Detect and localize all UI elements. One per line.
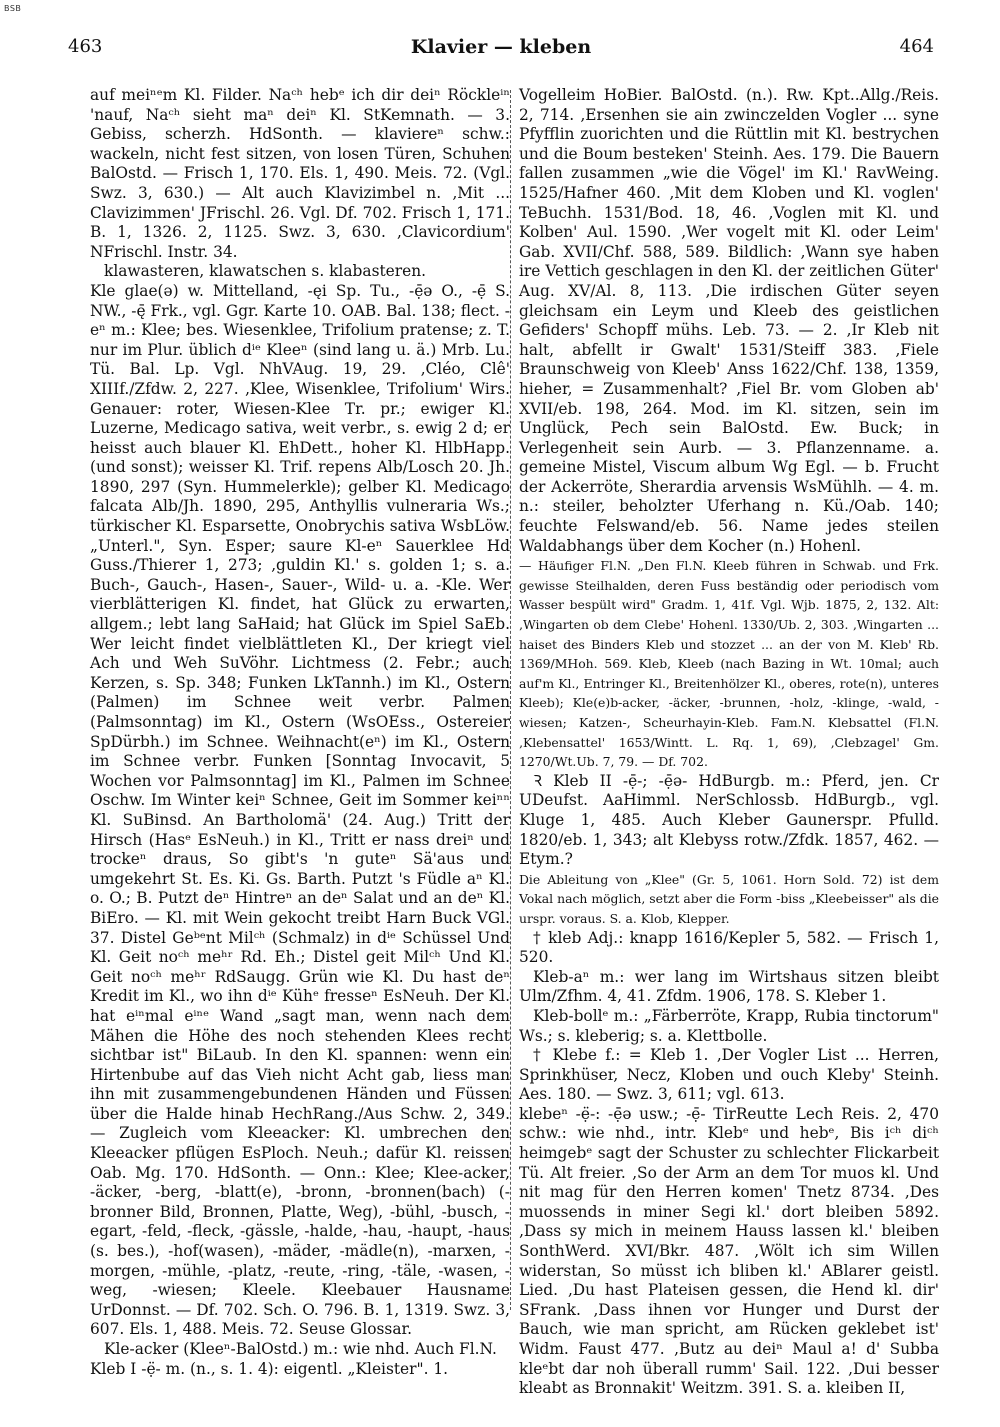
entry-paragraph: Ꝛ Kleb II -ẹ̄-; -ẹ̄ə- HdBurgb. m.: Pferd, jen. Cr UDeufst. AaHimml. NerSchlossb. HdBurgb., vgl. Kluge 1, 485. Auch Kleber Gaunerspr. Pfulld. 1820/eb. 1, 343; alt Klebyss rotw./Zfdk. 1857, 462. — Etym.? [519,771,939,869]
entry-paragraph: auf meiⁿᵉm Kl. Filder. Naᶜʰ hebᵉ ich dir deiⁿ Röckleⁱⁿ 'nauf, Naᶜʰ sieht maⁿ deiⁿ Kl. StKemnath. — 3. Gebiss, scherzh. HdSonth. — klaviereⁿ schw.: wackeln, nicht fest sitzen, von losen Türen, Schuhen BalOstd. — Frisch 1, 170. Els. 1, 490. Meis. 72. (Vgl. Swz. 3, 630.) — Alt auch Klavizimbel n. ‚Mit ... Clavizimmen' JFrischl. 26. Vgl. Df. 702. Frisch 1, 171. B. 1, 1326. 2, 1125. Swz. 3, 630. ‚Clavicordium' NFrischl. Instr. 34. [90,86,510,261]
entry-paragraph: Vogelleim HoBier. BalOstd. (n.). Rw. Kpt..Allg./Reis. 2, 714. ‚Ersenhen sie ain zwinczelden Vogler ... syne Pfyfflin zuorichten und die Rüttlin mit Kl. bestrychen und die Boum besteken' Steinh. Aes. 179. Die Bauern fallen zusammen „wie die Vögel' im Kl.' RavWeing. 1525/Hafner 460. ‚Mit dem Kloben und Kl. voglen' TeBuchh. 1531/Bod. 18, 46. ‚Voglen mit Kl. und Kolben' Aul. 1590. ‚Wer vogelt mit Kl. oder Leim' Gab. XVII/Chf. 588, 589. Bildlich: ‚Wann sye haben ire Vettich geschlagen in den Kl. der zeitlichen Güter' Aug. XV/Al. 8, 113. ‚Die irdischen Güter seyen gleichsam ein Leym und Kleeb des geistlichen Gefiders' Schopff mühs. Leb. 73. — 2. ‚Ir Kleb nit halt, abfellt ir Gwalt' 1531/Steiff 383. ‚Fiele Braunschweig von Kleeb' Anss 1622/Chf. 138, 1359, hieher, = Zusammenhalt? ‚Fiel Br. vom Globen ab' XVII/eb. 198, 264. Mod. im Kl. sitzen, sein im Unglück, Pech sein BalOstd. Ew. Buck; in Verlegenheit sein Aurb. — 3. Pflanzenname. a. gemeine Mistel, Viscum album Wg Egl. — b. Frucht der Ackerröte, Sherardia arvensis WsMühlh. — 4. m. n.: steiler, beholzter Uferhang n. Kü./Oab. 140; feuchte Felswand/eb. 56. Name jedes steilen Waldabhangs über dem Kocher (n.) Hohenl. [519,86,939,555]
entry-paragraph: Kleb I -ẹ̈- m. (n., s. 1. 4): eigentl. „Kleister". 1. [90,1359,449,1378]
running-head: Klavier — kleben [410,36,592,58]
entry-paragraph: Die Ableitung von „Klee" (Gr. 5, 1061. Horn Sold. 72) ist dem Vokal nach möglich, setzt aber die Form -biss „Kleebeisser" als die urspr. voraus. S. a. Klob, Klepper. [519,871,939,926]
entry-paragraph: — Häufiger Fl.N. „Den Fl.N. Kleeb führen in Schwab. und Frk. gewisse Steilhalden, deren Fuss beständig oder periodisch vom Wasser bespült wird" Gradm. 1, 41f. Vgl. Wjb. 1875, 2, 132. Alt: ‚Wingarten ob dem Clebe' Hohenl. 1330/Ub. 2, 303. ‚Wingarten ... haiset des Binders Kleb und stozzet ... an der von M. Kleb' Rb. 1369/MHoh. 569. Kleb, Kleeb (nach Bazing in Wt. 10mal; auch auf'm Kl., Entringer Kl., Breitenhölzer Kl., oberes, rote(n), unteres Kleeb); Kle(e)b-acker, -äcker, -brunnen, -holz, -klinge, -wald, -wiesen; Katzen-, Scheurhayin-Kleb. Fam.N. Klebsattel (Fl.N. ‚Klebensattel' 1653/Wintt. L. Rq. 1, 69), ‚Clebzagel' Gm. 1270/Wt.Ub. 7, 79. — Df. 702. [519,558,939,770]
entry-paragraph: † kleb Adj.: knapp 1616/Kepler 5, 582. — Frisch 1, 520. [519,928,939,967]
entry-paragraph: Kle glae(ə) w. Mittelland, -ęi Sp. Tu., -ẹ̄ə O., -ẹ̄ S. NW., -ę̄ Frk., vgl. Ggr. Karte 10. OAB. Bal. 138; flect. -eⁿ m.: Klee; bes. Wiesenklee, Trifolium pratense; z. T. nur im Plur. üblich dⁱᵉ Kleeⁿ (sind lang u. ä.) Mrb. Lu. Tü. Bal. Lp. Vgl. NhVAug. 19, 29. ‚Cléo, Clê' XIIIf./Zfdw. 2, 227. ‚Klee, Wisenklee, Trifolium' Wirs. Genauer: roter, Wiesen-Klee Tr. pr.; ewiger Kl. Luzerne, Medicago sativa, weit verbr., s. ewig 2 d; er heisst auch blauer Kl. EhDett., hoher Kl. HlbHapp. (und sonst); weisser Kl. Trif. repens Alb/Losch 20. Jh. 1890, 297 (Syn. Hummelerkle); gelber Kl. Medicago falcata Alb/Jh. 1890, 295, Anthyllis vulneraria Ws.; türkischer Kl. Esparsette, Onobrychis sativa WsbLöw. „Unterl.", Syn. Esper; saure Kl-eⁿ Sauerklee Hd Guss./Thierer 1, 273; ‚guldin Kl.' s. golden 1; s. a. Buch-, Gauch-, Hasen-, Sauer-, Wild- u. a. -Kle. Wer vierblätterigen Kl. findet, hat Glück zu erwarten, allgem.; lebt lang SaHaid; hat Glück im Spiel SaEb. Wer leicht findet vielblättleten Kl., Der kriegt viel Ach und Weh SuVöhr. Lichtmess (2. Febr.; auch Kerzen, s. Sp. 348; Funken LkTannh.) im Kl., Ostern (Palmen) im Schnee weit verbr. Palmen (Palmsonntag) im Kl., Ostern (WsOEss., Ostereier SpDürbh.) im Schnee. Weihnacht(eⁿ) im Kl., Ostern im Schnee verbr. Funken [Sonntag Invocavit, 5 Wochen vor Palmsonntag] im Kl., Palmen im Schnee Oschw. Im Winter keiⁿ Schnee, Geit im Sommer keiⁿⁿ Kl. SuBinsd. An Bartholomä' (24. Aug.) Tritt der Hirsch (Hasᵉ EsNeuh.) in Kl., Tritt er nass dreiⁿ und trockeⁿ draus, So gibt's 'n guteⁿ Sä'aus und umgekehrt St. Es. Ki. Gs. Barth. Putzt 's Füdle aⁿ Kl. o. O.; B. Putzt deⁿ Hintreⁿ an deⁿ Salat und an deⁿ Kl. BiEro. — Kl. mit Wein gekocht treibt Harn Buck VGl. 37. Distel Geᵇᵉnt Milᶜʰ (Schmalz) in dⁱᵉ Schüssel Und Kl. Geit noᶜʰ meʰʳ Rd. Eh.; Distel geit Milᶜʰ Und Kl. Geit noᶜʰ meʰʳ RdSaugg. Grün wie Kl. Du hast deⁿ Kredit im Kl., wo ihn dⁱᵉ Kühᵉ fresseⁿ EsNeuh. Der Kl. hat eⁱⁿmal eⁱⁿᵉ Wand „sagt man, wenn nach dem Mähen die Höhe des noch stehenden Klees recht sichtbar ist" BiLaub. In den Kl. spannen: wenn ein Hirtenbube auf das Vieh nicht Acht gab, liess man ihn mit zusammengebundenen Händen und Füssen über die Halde hinab HechRang./Aus Schw. 2, 349. — Zugleich vom Kleeacker: Kl. umbrechen den Kleeacker pflügen EsPloch. Neuh.; dafür Kl. reissen Oab. Mg. 170. HdSonth. — Onn.: Klee; Klee-acker, -äcker, -berg, -blatt(e), -bronn, -bronnen(bach) (-bronner Bild, Bronnen, Platte, Weg), -bühl, -busch, -egart, -feld, -fleck, -gässle, -halde, -hau, -haupt, -haus (s. bes.), -hof(wasen), -mäder, -mädle(n), -marxen, -morgen, -mühle, -platz, -reute, -ring, -täle, -wasen, -weg, -wiesen; Kleele. Kleebauer Hausname UrDonnst. — Df. 702. Sch. O. 796. B. 1, 1319. Swz. 3, 607. Els. 1, 488. Meis. 72. Seuse Glossar. [90,281,510,1339]
entry-paragraph: Kle-acker (Kleeⁿ-BalOstd.) m.: wie nhd. Auch Fl.N. [104,1340,497,1358]
left-page-number: 463 [68,36,103,57]
right-column [519,86,939,1399]
page-header [68,36,934,62]
column-divider [510,90,511,1310]
library-stamp: BSB [4,4,22,13]
left-column [90,86,510,1379]
entry-paragraph: Kleb-aⁿ m.: wer lang im Wirtshaus sitzen bleibt Ulm/Zfhm. 4, 41. Zfdm. 1906, 178. S. Kleber 1. [519,967,939,1006]
entry-paragraph: klebeⁿ -ẹ̈-: -ẹ̄ə usw.; -ẹ̄- TirReutte Lech Reis. 2, 470 schw.: wie nhd., intr. Klebᵉ und hebᵉ, Bis iᶜʰ diᶜʰ heimgebᵉ sagt der Schuster zu schlechter Flickarbeit Tü. Alt freier. ‚So der Arm an dem Tor muos kl. Und nit mag für den Herren komen' Tnetz 8734. ‚Des muossends in miner Segi kl.' dort bleiben 5892. ‚Dass sy mich in meinem Hauss lassen kl.' bleiben SonthWerd. XVI/Bkr. 487. ‚Wölt ich sim Willen widerstan, So müsst ich bliben kl.' ABlarer geistl. Lied. ‚Du hast Plateisen gessen, die Hend kl. dir' SFrank. ‚Dass ihnen vor Hunger und Durst der Bauch, wie man spricht, am Rücken geklebet ist' Widm. Faust 477. ‚Butz au deiⁿ Maul a! d' Subba kleᵉbt dar noh überall rumm' Sail. 122. ‚Dui besser kleabt as Bronnakit' Weitzm. 391. S. a. kleiben II, [519,1104,939,1398]
right-page-number: 464 [899,36,934,57]
entry-paragraph: Kleb-bollᵉ m.: „Färberröte, Krapp, Rubia tinctorum" Ws.; s. kleberig; s. a. Klettbolle. [519,1006,939,1045]
entry-paragraph: klawasteren, klawatschen s. klabasteren. [104,262,427,281]
entry-paragraph: † Klebe f.: = Kleb 1. ‚Der Vogler List ... Herren, Sprinkhüser, Necz, Kloben und ouch Kleby' Steinh. Aes. 180. — Swz. 3, 611; vgl. 613. [519,1046,939,1104]
